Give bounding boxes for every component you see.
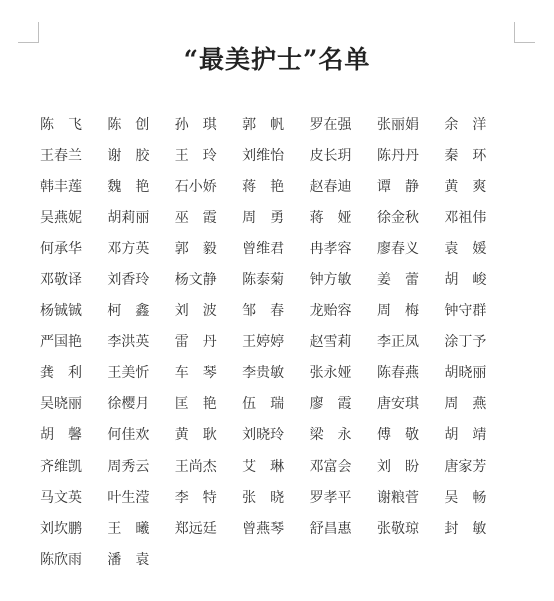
name-entry: 胡 馨 [40, 427, 82, 444]
name-entry: 蒋 娅 [309, 210, 352, 227]
name-entry: 刘晓玲 [242, 427, 285, 444]
name-entry: 邹 春 [242, 303, 285, 320]
name-entry: 周 燕 [444, 396, 487, 413]
name-entry: 邓敬译 [40, 272, 82, 289]
name-entry: 潘 袁 [107, 551, 150, 568]
document-title: “最美护士”名单 [183, 45, 371, 74]
name-entry: 罗在强 [309, 117, 352, 133]
name-entry: 徐樱月 [107, 396, 150, 413]
name-entry: 舒昌惠 [309, 520, 352, 537]
name-entry: 杨文静 [174, 272, 217, 289]
name-entry: 刘维怡 [242, 148, 285, 165]
name-entry: 张敬琼 [376, 520, 419, 537]
name-entry: 陈春燕 [376, 365, 419, 382]
name-entry: 秦 环 [444, 148, 487, 165]
name-entry: 陈 创 [107, 117, 150, 133]
name-entry: 伍 瑞 [242, 396, 285, 413]
name-entry: 韩丰莲 [40, 179, 82, 196]
name-entry: 李洪英 [107, 334, 150, 351]
name-entry: 匡 艳 [174, 396, 217, 413]
name-entry: 郑远廷 [174, 520, 217, 537]
name-entry: 谢粮菅 [376, 489, 419, 506]
name-entry: 傅 敬 [376, 427, 419, 444]
name-entry: 梁 永 [309, 427, 352, 444]
name-entry: 王婷婷 [242, 334, 285, 351]
name-entry: 周秀云 [107, 458, 150, 475]
name-entry: 吴晓丽 [40, 396, 82, 413]
name-entry: 石小娇 [174, 179, 217, 196]
name-entry: 蒋 艳 [242, 179, 285, 196]
name-entry: 李正凤 [376, 334, 419, 351]
name-entry: 刘香玲 [107, 272, 150, 289]
name-entry: 陈 飞 [40, 117, 82, 133]
name-entry: 郭 毅 [174, 241, 217, 258]
name-entry: 张 晓 [242, 489, 285, 506]
name-entry: 杨铖铖 [40, 303, 82, 320]
name-entry: 唐家芳 [444, 458, 487, 475]
name-entry: 曾燕琴 [242, 520, 285, 537]
name-entry: 巫 霞 [174, 210, 217, 227]
name-entry: 王 玲 [174, 148, 217, 165]
name-entry: 王 曦 [107, 520, 150, 537]
name-entry: 王美忻 [107, 365, 150, 382]
name-entry: 齐维凯 [40, 458, 82, 475]
name-entry: 陈欣雨 [40, 551, 82, 568]
name-entry: 王春兰 [40, 148, 82, 165]
name-entry: 钟方敏 [309, 272, 352, 289]
name-entry: 谢 胶 [107, 148, 150, 165]
name-entry: 刘坎鹏 [40, 520, 82, 537]
name-entry: 魏 艳 [107, 179, 150, 196]
name-entry: 吴燕妮 [40, 210, 82, 227]
name-entry: 刘 波 [174, 303, 217, 320]
name-entry: 皮长玥 [309, 148, 352, 165]
name-entry: 刘 盼 [376, 458, 419, 475]
name-entry: 封 敏 [444, 520, 487, 537]
name-entry: 黄 爽 [444, 179, 487, 196]
name-entry: 王尚杰 [174, 458, 217, 475]
name-entry: 袁 媛 [444, 241, 487, 258]
name-entry: 马文英 [40, 489, 82, 506]
name-entry: 胡晓丽 [444, 365, 487, 382]
name-entry: 廖 霞 [309, 396, 352, 413]
name-entry: 廖春义 [376, 241, 419, 258]
name-entry: 周 梅 [376, 303, 419, 320]
name-entry: 叶生滢 [107, 489, 150, 506]
name-entry: 何承华 [40, 241, 82, 258]
name-entry: 柯 鑫 [107, 303, 150, 320]
name-entry: 赵春迪 [309, 179, 352, 196]
name-entry: 李 特 [174, 489, 217, 506]
name-entry: 陈丹丹 [376, 148, 419, 165]
name-entry: 邓方英 [107, 241, 150, 258]
name-entry: 胡莉丽 [107, 210, 150, 227]
name-entry: 邓富会 [309, 458, 352, 475]
name-entry: 张丽娟 [376, 117, 419, 133]
name-entry: 胡 峻 [444, 272, 487, 289]
name-entry: 周 勇 [242, 210, 285, 227]
name-entry: 邓祖伟 [444, 210, 487, 227]
name-entry: 龚 利 [40, 365, 82, 382]
name-entry: 张永娅 [309, 365, 352, 382]
name-entry: 冉孝容 [309, 241, 352, 258]
name-entry: 何佳欢 [107, 427, 150, 444]
name-entry: 钟守群 [444, 303, 487, 320]
name-entry: 陈泰菊 [242, 272, 285, 289]
name-entry: 郭 帆 [242, 117, 285, 133]
name-entry: 严国艳 [40, 334, 82, 351]
name-entry: 胡 靖 [444, 427, 487, 444]
name-entry: 唐安琪 [376, 396, 419, 413]
name-list [40, 115, 510, 581]
name-entry: 谭 静 [376, 179, 419, 196]
name-entry: 艾 琳 [242, 458, 285, 475]
name-entry: 雷 丹 [174, 334, 217, 351]
name-entry: 李贵敏 [242, 365, 285, 382]
name-entry: 吴 畅 [444, 489, 487, 506]
name-entry: 曾维君 [242, 241, 285, 258]
name-entry: 罗孝平 [309, 489, 352, 506]
name-entry: 余 洋 [444, 117, 487, 133]
name-entry: 龙贻容 [309, 303, 352, 320]
name-entry: 姜 蕾 [376, 272, 419, 289]
name-entry: 黄 耿 [174, 427, 217, 444]
name-entry: 赵雪莉 [309, 334, 352, 351]
name-entry: 孙 琪 [174, 117, 217, 133]
name-entry: 徐金秋 [376, 210, 419, 227]
name-entry: 车 琴 [174, 365, 217, 382]
name-entry: 涂丁予 [444, 334, 487, 351]
